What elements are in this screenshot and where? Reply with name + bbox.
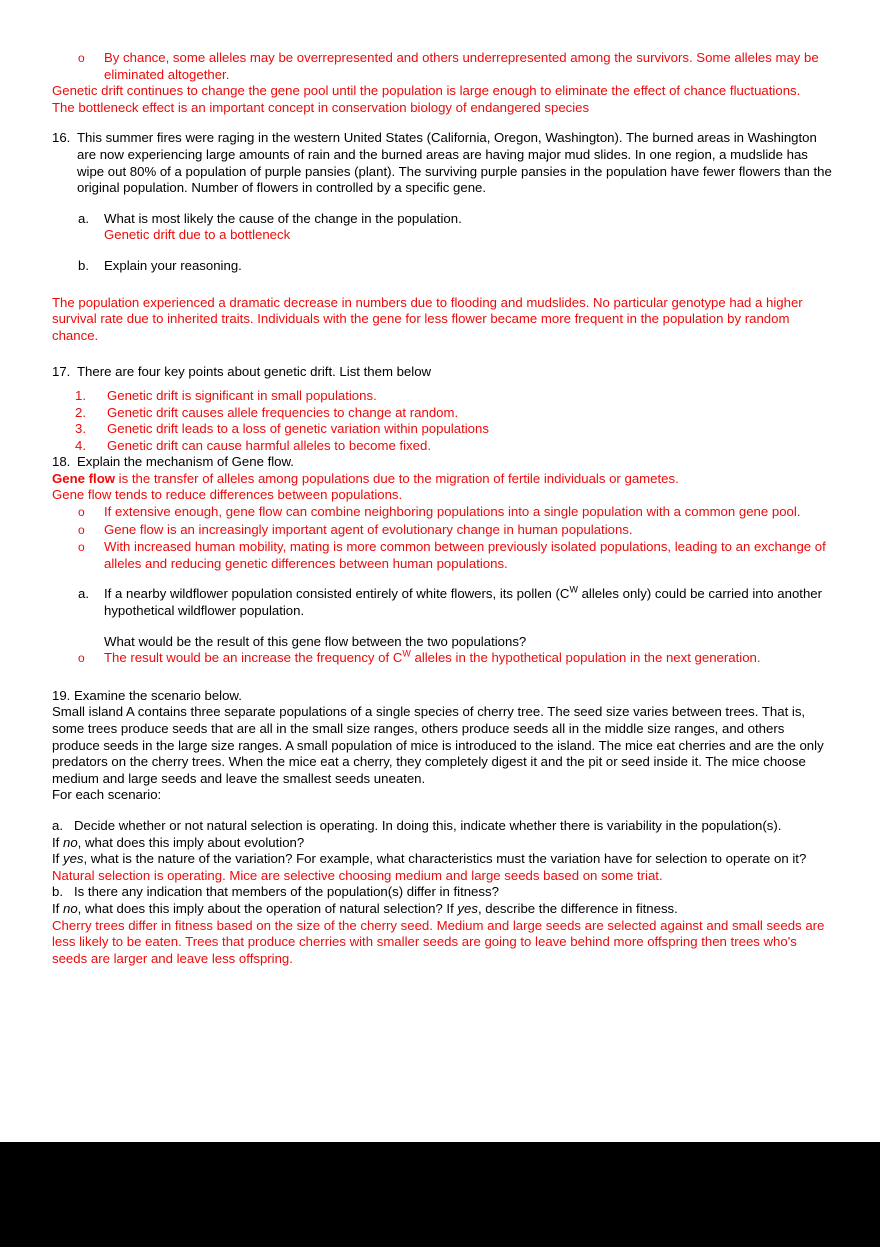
- question-17-text: There are four key points about genetic drift. List them below: [77, 364, 432, 380]
- question-18-number: 18.: [52, 454, 71, 470]
- question-16-text: This summer fires were raging in the western United States (California, Oregon, Washington). The burned areas in Washington are now experiencing large amounts of rain and the burned areas are having major mud slides. In one region, a mudslide has wipe out 80% of a population of purple pansies (plant). The surviving purple pansies in the population have fewer flowers than the original population. Number of flowers in controlled by a specific gene.: [77, 130, 832, 196]
- list-marker: 4.: [75, 437, 86, 453]
- question-18a-answer-part1: The result would be an increase the frequency of C: [104, 650, 403, 666]
- bullet-circle-icon: o: [78, 651, 85, 666]
- spacer: [52, 668, 832, 688]
- question-19-scenario: Small island A contains three separate populations of a single species of cherry tree. The seed size varies between trees. That is, some trees produce seeds that are all in the small size ranges, others produce seeds all in the middle size ranges, and others produce seeds in the large size ranges. A small population of mice is introduced to the island. The mice eat cherries and are the only predators on the cherry trees. When the mice eat a cherry, they completely digest it and the pit or seed inside it. The mice choose medium and large seeds and leave the smallest seeds uneaten.: [52, 704, 824, 786]
- spacer: [52, 197, 832, 211]
- question-18-text: Explain the mechanism of Gene flow.: [77, 454, 294, 470]
- question-18a-marker: a.: [78, 586, 89, 602]
- question-16: [52, 130, 832, 196]
- spacer: [52, 804, 832, 818]
- if-no-prefix: If: [52, 834, 63, 850]
- bullet-circle-icon: o: [78, 540, 85, 555]
- question-19a: [52, 818, 824, 835]
- question-19b-text: Is there any indication that members of the population(s) differ in fitness?: [74, 884, 499, 900]
- question-18a-answer: [104, 650, 832, 667]
- question-16a-text: What is most likely the cause of the change in the population.: [104, 210, 462, 226]
- document-body: [52, 50, 832, 967]
- gene-flow-reduces-line: Gene flow tends to reduce differences between populations.: [52, 487, 403, 503]
- spacer: [52, 344, 832, 364]
- bullet-text: Gene flow is an increasingly important agent of evolutionary change in human populations.: [104, 521, 633, 537]
- if-yes-prefix: If: [52, 851, 63, 867]
- question-19-heading: [52, 688, 832, 705]
- question-18a: [52, 586, 832, 619]
- spacer: [52, 275, 832, 295]
- if-yes-emphasis: yes: [457, 900, 478, 916]
- genetic-drift-continues-text: Genetic drift continues to change the gene pool until the population is large enough to eliminate the effect of chance fluctuations.: [52, 83, 801, 99]
- question-19a-answer: Natural selection is operating. Mice are selective choosing medium and large seeds based on some triat.: [52, 867, 663, 883]
- question-18a-prompt: What would be the result of this gene flow between the two populations?: [104, 633, 527, 649]
- spacer: [52, 116, 832, 130]
- if-no-prefix: If: [52, 900, 63, 916]
- gene-flow-definition: [52, 471, 832, 488]
- bullet-text: If extensive enough, gene flow can combine neighboring populations into a single population with a common gene pool.: [104, 504, 801, 520]
- question-19-text: Examine the scenario below.: [74, 687, 242, 703]
- list-item: [52, 522, 832, 540]
- list-text: Genetic drift leads to a loss of genetic variation within populations: [107, 421, 489, 437]
- question-19b-answer: Cherry trees differ in fitness based on the size of the cherry seed. Medium and large seeds are selected against and small seeds are less likely to be eaten. Trees that produce cherries with smaller seeds are going to leave behind more offspring then trees who's seeds are larger and leave less offspring.: [52, 917, 825, 966]
- question-18: [52, 454, 832, 471]
- question-18a-answer-item: [52, 650, 832, 668]
- question-18a-text-part1: If a nearby wildflower population consisted entirely of white flowers, its pollen (C: [104, 586, 570, 602]
- bullet-circle-icon: o: [78, 522, 85, 537]
- question-19-foreach: For each scenario:: [52, 787, 162, 803]
- if-no-emphasis: no: [63, 834, 78, 850]
- allele-superscript-w: W: [402, 648, 411, 659]
- list-item: [52, 405, 832, 422]
- list-item: [52, 504, 832, 522]
- if-no-suffix: , what does this imply about evolution?: [77, 834, 305, 850]
- list-text: Genetic drift is significant in small populations.: [107, 387, 377, 403]
- question-19a-text: Decide whether or not natural selection is operating. In doing this, indicate whether there is variability in the population(s).: [74, 817, 782, 833]
- allele-superscript-w: W: [569, 585, 578, 596]
- if-no-emphasis: no: [63, 900, 78, 916]
- question-16a-answer: Genetic drift due to a bottleneck: [104, 227, 291, 243]
- bullet-circle-icon: o: [78, 51, 85, 65]
- question-19-number: 19.: [52, 687, 71, 703]
- list-marker: 1.: [75, 387, 86, 403]
- genetic-drift-continues-line: [52, 83, 832, 100]
- if-no-suffix: , describe the difference in fitness.: [477, 900, 678, 916]
- question-16-number: 16.: [52, 130, 71, 146]
- list-text: Genetic drift causes allele frequencies to change at random.: [107, 404, 459, 420]
- question-18a-answer-part2: alleles in the hypothetical population in the next generation.: [410, 650, 761, 666]
- question-19a-marker: a.: [52, 817, 63, 833]
- question-16b: [52, 258, 832, 275]
- question-16b-text: Explain your reasoning.: [104, 257, 242, 273]
- spacer: [52, 244, 832, 258]
- list-item: [52, 438, 832, 455]
- question-19b: [52, 884, 832, 901]
- if-yes-emphasis: yes: [63, 851, 84, 867]
- if-no-middle: , what does this imply about the operation of natural selection? If: [77, 900, 458, 916]
- bullet-text: By chance, some alleles may be overrepresented and others underrepresented among the survivors. Some alleles may be eliminated altogether.: [104, 50, 819, 82]
- question-18a-text-part2: alleles only) could be carried into another hypothetical wildflower population.: [104, 586, 823, 619]
- question-16b-answer: The population experienced a dramatic decrease in numbers due to flooding and mudslides. No particular genotype had a higher survival rate due to inherited traits. Individuals with the gene for less flower became more frequent in the population by random chance.: [52, 294, 803, 343]
- spacer: [52, 620, 832, 634]
- bottleneck-effect-line: The bottleneck effect is an important concept in conservation biology of endangered species: [52, 99, 590, 115]
- question-19b-marker: b.: [52, 884, 63, 900]
- list-text: Genetic drift can cause harmful alleles to become fixed.: [107, 437, 431, 453]
- question-18a-text: [104, 586, 832, 619]
- question-17: [52, 364, 832, 381]
- gene-flow-term: Gene flow: [52, 470, 116, 486]
- list-item: [52, 421, 832, 438]
- bullet-text: With increased human mobility, mating is more common between previously isolated populations, leading to an exchange of alleles and reducing genetic differences between human populations.: [104, 539, 826, 571]
- question-19a-if-yes: [52, 851, 832, 868]
- if-yes-suffix: , what is the nature of the variation? For example, what characteristics must the variation have for selection to operate on it?: [83, 851, 807, 867]
- list-marker: 3.: [75, 421, 86, 437]
- bottom-black-band: [0, 1142, 880, 1247]
- spacer: [52, 572, 832, 586]
- list-item: [52, 388, 832, 405]
- question-19a-if-no: [52, 835, 832, 852]
- list-item: [52, 50, 832, 83]
- gene-flow-definition-rest: is the transfer of alleles among populations due to the migration of fertile individuals or gametes.: [115, 470, 679, 486]
- question-16a-marker: a.: [78, 210, 89, 226]
- question-19b-if: [52, 901, 832, 918]
- spacer: [52, 381, 832, 388]
- question-16a: [52, 211, 832, 228]
- question-16b-marker: b.: [78, 257, 89, 273]
- list-item: [52, 539, 832, 572]
- bullet-circle-icon: o: [78, 505, 85, 520]
- list-marker: 2.: [75, 404, 86, 420]
- question-17-number: 17.: [52, 364, 71, 380]
